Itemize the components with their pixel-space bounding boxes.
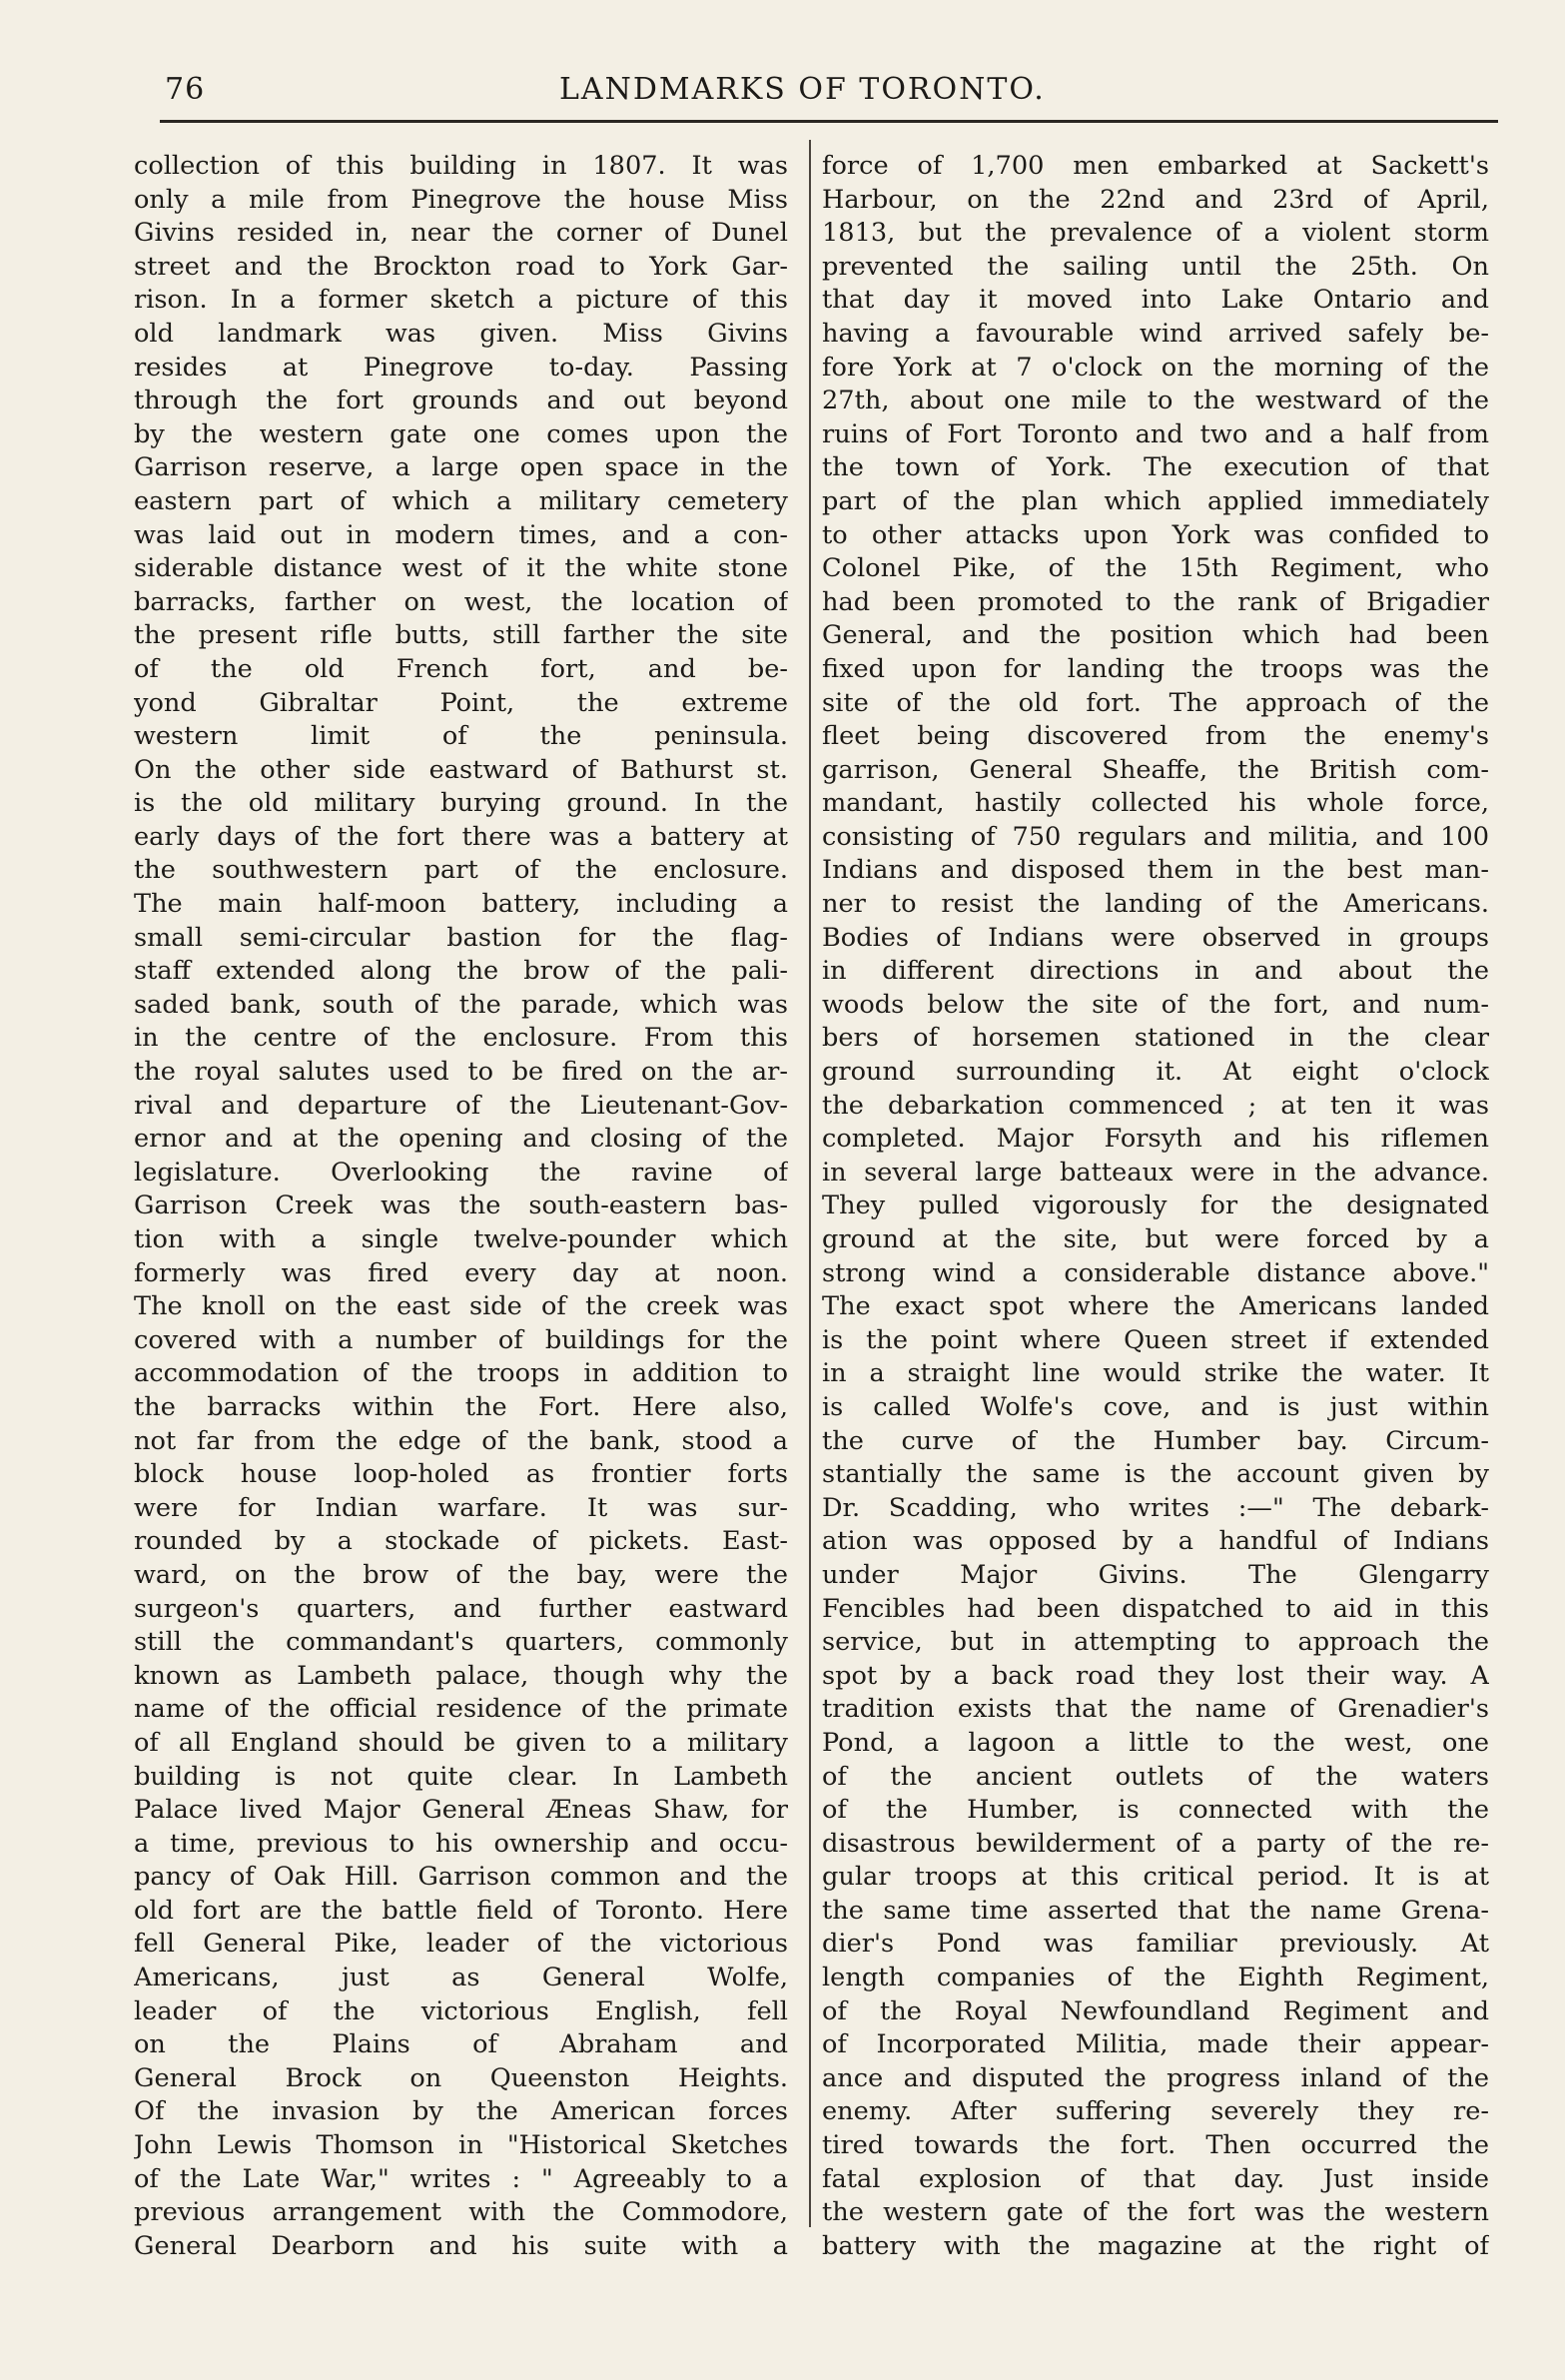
- text-line: of the Humber, is connected with the: [822, 1795, 1489, 1826]
- text-line: is the point where Queen street if extended: [822, 1324, 1489, 1355]
- page-number: 76: [165, 72, 206, 107]
- text-line: resides at Pinegrove to-day. Passing: [134, 352, 788, 383]
- right-column: [822, 150, 1489, 2263]
- text-line: early days of the fort there was a battery at: [134, 821, 788, 852]
- text-line: the barracks within the Fort. Here also,: [134, 1391, 788, 1422]
- text-line: service, but in attempting to approach the: [822, 1627, 1489, 1658]
- text-line: small semi-circular bastion for the flag-: [134, 922, 788, 953]
- text-line: accommodation of the troops in addition to: [134, 1358, 788, 1389]
- text-line: in a straight line would strike the water. It: [822, 1358, 1489, 1389]
- text-line: old landmark was given. Miss Givins: [134, 318, 788, 349]
- text-line: Americans, just as General Wolfe,: [134, 1963, 788, 1993]
- text-line: rival and departure of the Lieutenant-Gov-: [134, 1090, 788, 1121]
- text-line: the southwestern part of the enclosure.: [134, 855, 788, 886]
- text-line: siderable distance west of it the white stone: [134, 553, 788, 584]
- text-line: Givins resided in, near the corner of Dunel: [134, 218, 788, 249]
- text-line: Indians and disposed them in the best man-: [822, 855, 1489, 886]
- text-line: Garrison reserve, a large open space in the: [134, 452, 788, 483]
- text-line: The main half-moon battery, including a: [134, 889, 788, 920]
- text-line: On the other side eastward of Bathurst st.: [134, 754, 788, 785]
- text-line: the curve of the Humber bay. Circum-: [822, 1425, 1489, 1456]
- text-line: old fort are the battle field of Toronto. Here: [134, 1895, 788, 1926]
- text-line: disastrous bewilderment of a party of the re-: [822, 1828, 1489, 1859]
- text-line: fatal explosion of that day. Just inside: [822, 2163, 1489, 2194]
- text-line: Fencibles had been dispatched to aid in this: [822, 1593, 1489, 1624]
- text-line: of all England should be given to a military: [134, 1727, 788, 1758]
- text-line: length companies of the Eighth Regiment,: [822, 1963, 1489, 1993]
- text-line: the debarkation commenced ; at ten it was: [822, 1090, 1489, 1121]
- text-line: force of 1,700 men embarked at Sackett's: [822, 151, 1489, 181]
- text-line: was laid out in modern times, and a con-: [134, 519, 788, 550]
- text-line: is called Wolfe's cove, and is just within: [822, 1391, 1489, 1422]
- left-column: [134, 150, 788, 2263]
- text-line: not far from the edge of the bank, stood a: [134, 1425, 788, 1456]
- text-line: tradition exists that the name of Grenadier's: [822, 1694, 1489, 1725]
- text-line: tion with a single twelve-pounder which: [134, 1224, 788, 1254]
- text-line: of Incorporated Militia, made their appear-: [822, 2029, 1489, 2060]
- text-line: site of the old fort. The approach of the: [822, 687, 1489, 718]
- text-line: previous arrangement with the Commodore,: [134, 2197, 788, 2228]
- text-line: prevented the sailing until the 25th. On: [822, 251, 1489, 282]
- text-line: ance and disputed the progress inland of the: [822, 2062, 1489, 2093]
- text-line: name of the official residence of the primate: [134, 1694, 788, 1725]
- text-line: block house loop-holed as frontier forts: [134, 1459, 788, 1490]
- text-line: ernor and at the opening and closing of the: [134, 1124, 788, 1155]
- text-line: General Brock on Queenston Heights.: [134, 2062, 788, 2093]
- text-line: had been promoted to the rank of Brigadier: [822, 586, 1489, 617]
- text-line: battery with the magazine at the right of: [822, 2230, 1489, 2261]
- text-line: covered with a number of buildings for the: [134, 1324, 788, 1355]
- text-line: the royal salutes used to be fired on the ar-: [134, 1057, 788, 1088]
- text-line: the town of York. The execution of that: [822, 452, 1489, 483]
- text-line: in the centre of the enclosure. From this: [134, 1023, 788, 1054]
- text-line: yond Gibraltar Point, the extreme: [134, 687, 788, 718]
- text-line: rison. In a former sketch a picture of this: [134, 285, 788, 316]
- text-line: General Dearborn and his suite with a: [134, 2230, 788, 2261]
- text-line: mandant, hastily collected his whole force,: [822, 788, 1489, 819]
- text-line: of the old French fort, and be-: [134, 653, 788, 684]
- text-line: part of the plan which applied immediately: [822, 485, 1489, 516]
- text-line: is the old military burying ground. In the: [134, 788, 788, 819]
- text-line: only a mile from Pinegrove the house Miss: [134, 184, 788, 215]
- text-line: in several large batteaux were in the advance.: [822, 1157, 1489, 1188]
- text-line: were for Indian warfare. It was sur-: [134, 1492, 788, 1523]
- text-line: staff extended along the brow of the pali-: [134, 956, 788, 987]
- text-line: by the western gate one comes upon the: [134, 418, 788, 449]
- text-line: the western gate of the fort was the western: [822, 2197, 1489, 2228]
- text-line: pancy of Oak Hill. Garrison common and the: [134, 1862, 788, 1893]
- text-line: street and the Brockton road to York Gar-: [134, 251, 788, 282]
- page-header: [165, 72, 1493, 124]
- text-line: ner to resist the landing of the Americans.: [822, 889, 1489, 920]
- text-line: having a favourable wind arrived safely be-: [822, 318, 1489, 349]
- text-line: ground at the site, but were forced by a: [822, 1224, 1489, 1254]
- text-line: to other attacks upon York was confided to: [822, 519, 1489, 550]
- text-line: Harbour, on the 22nd and 23rd of April,: [822, 184, 1489, 215]
- text-line: on the Plains of Abraham and: [134, 2029, 788, 2060]
- text-line: completed. Major Forsyth and his riflemen: [822, 1124, 1489, 1155]
- column-divider: [809, 140, 811, 2227]
- text-line: known as Lambeth palace, though why the: [134, 1660, 788, 1691]
- text-line: bers of horsemen stationed in the clear: [822, 1023, 1489, 1054]
- text-line: Palace lived Major General Æneas Shaw, for: [134, 1795, 788, 1826]
- text-line: stantially the same is the account given by: [822, 1459, 1489, 1490]
- text-line: fleet being discovered from the enemy's: [822, 721, 1489, 752]
- text-line: leader of the victorious English, fell: [134, 1995, 788, 2026]
- text-line: strong wind a considerable distance above.": [822, 1257, 1489, 1288]
- text-line: barracks, farther on west, the location of: [134, 586, 788, 617]
- text-line: of the Late War," writes : " Agreeably to a: [134, 2163, 788, 2194]
- text-line: collection of this building in 1807. It was: [134, 151, 788, 181]
- text-line: spot by a back road they lost their way. A: [822, 1660, 1489, 1691]
- text-line: Bodies of Indians were observed in groups: [822, 922, 1489, 953]
- text-line: woods below the site of the fort, and num-: [822, 989, 1489, 1020]
- text-line: Colonel Pike, of the 15th Regiment, who: [822, 553, 1489, 584]
- text-line: The knoll on the east side of the creek was: [134, 1291, 788, 1322]
- text-line: 1813, but the prevalence of a violent storm: [822, 218, 1489, 249]
- text-line: fell General Pike, leader of the victorious: [134, 1929, 788, 1960]
- text-line: still the commandant's quarters, commonly: [134, 1627, 788, 1658]
- text-line: Pond, a lagoon a little to the west, one: [822, 1727, 1489, 1758]
- text-line: Dr. Scadding, who writes :—" The debark-: [822, 1492, 1489, 1523]
- text-line: a time, previous to his ownership and occu-: [134, 1828, 788, 1859]
- text-line: John Lewis Thomson in "Historical Sketches: [134, 2130, 788, 2161]
- text-line: formerly was fired every day at noon.: [134, 1257, 788, 1288]
- text-line: garrison, General Sheaffe, the British com-: [822, 754, 1489, 785]
- text-line: of the ancient outlets of the waters: [822, 1761, 1489, 1792]
- text-line: under Major Givins. The Glengarry: [822, 1559, 1489, 1590]
- text-line: legislature. Overlooking the ravine of: [134, 1157, 788, 1188]
- text-line: gular troops at this critical period. It is at: [822, 1862, 1489, 1893]
- text-line: enemy. After suffering severely they re-: [822, 2096, 1489, 2127]
- text-line: 27th, about one mile to the westward of the: [822, 386, 1489, 416]
- header-rule: [160, 120, 1498, 123]
- text-line: eastern part of which a military cemetery: [134, 485, 788, 516]
- text-line: Garrison Creek was the south-eastern bas-: [134, 1190, 788, 1221]
- text-line: dier's Pond was familiar previously. At: [822, 1929, 1489, 1960]
- text-line: through the fort grounds and out beyond: [134, 386, 788, 416]
- text-line: The exact spot where the Americans landed: [822, 1291, 1489, 1322]
- text-line: Of the invasion by the American forces: [134, 2096, 788, 2127]
- text-line: western limit of the peninsula.: [134, 721, 788, 752]
- text-line: consisting of 750 regulars and militia, and 100: [822, 821, 1489, 852]
- running-title: LANDMARKS OF TORONTO.: [559, 72, 1046, 107]
- text-line: They pulled vigorously for the designated: [822, 1190, 1489, 1221]
- text-line: saded bank, south of the parade, which was: [134, 989, 788, 1020]
- text-line: ation was opposed by a handful of Indians: [822, 1526, 1489, 1557]
- text-line: surgeon's quarters, and further eastward: [134, 1593, 788, 1624]
- text-line: tired towards the fort. Then occurred the: [822, 2130, 1489, 2161]
- text-line: ward, on the brow of the bay, were the: [134, 1559, 788, 1590]
- text-line: ruins of Fort Toronto and two and a half from: [822, 418, 1489, 449]
- text-line: in different directions in and about the: [822, 956, 1489, 987]
- text-line: that day it moved into Lake Ontario and: [822, 285, 1489, 316]
- text-line: fore York at 7 o'clock on the morning of the: [822, 352, 1489, 383]
- text-line: rounded by a stockade of pickets. East-: [134, 1526, 788, 1557]
- text-line: the same time asserted that the name Grena-: [822, 1895, 1489, 1926]
- text-line: General, and the position which had been: [822, 620, 1489, 651]
- text-line: of the Royal Newfoundland Regiment and: [822, 1995, 1489, 2026]
- text-line: the present rifle butts, still farther the site: [134, 620, 788, 651]
- text-line: ground surrounding it. At eight o'clock: [822, 1057, 1489, 1088]
- text-line: fixed upon for landing the troops was the: [822, 653, 1489, 684]
- text-line: building is not quite clear. In Lambeth: [134, 1761, 788, 1792]
